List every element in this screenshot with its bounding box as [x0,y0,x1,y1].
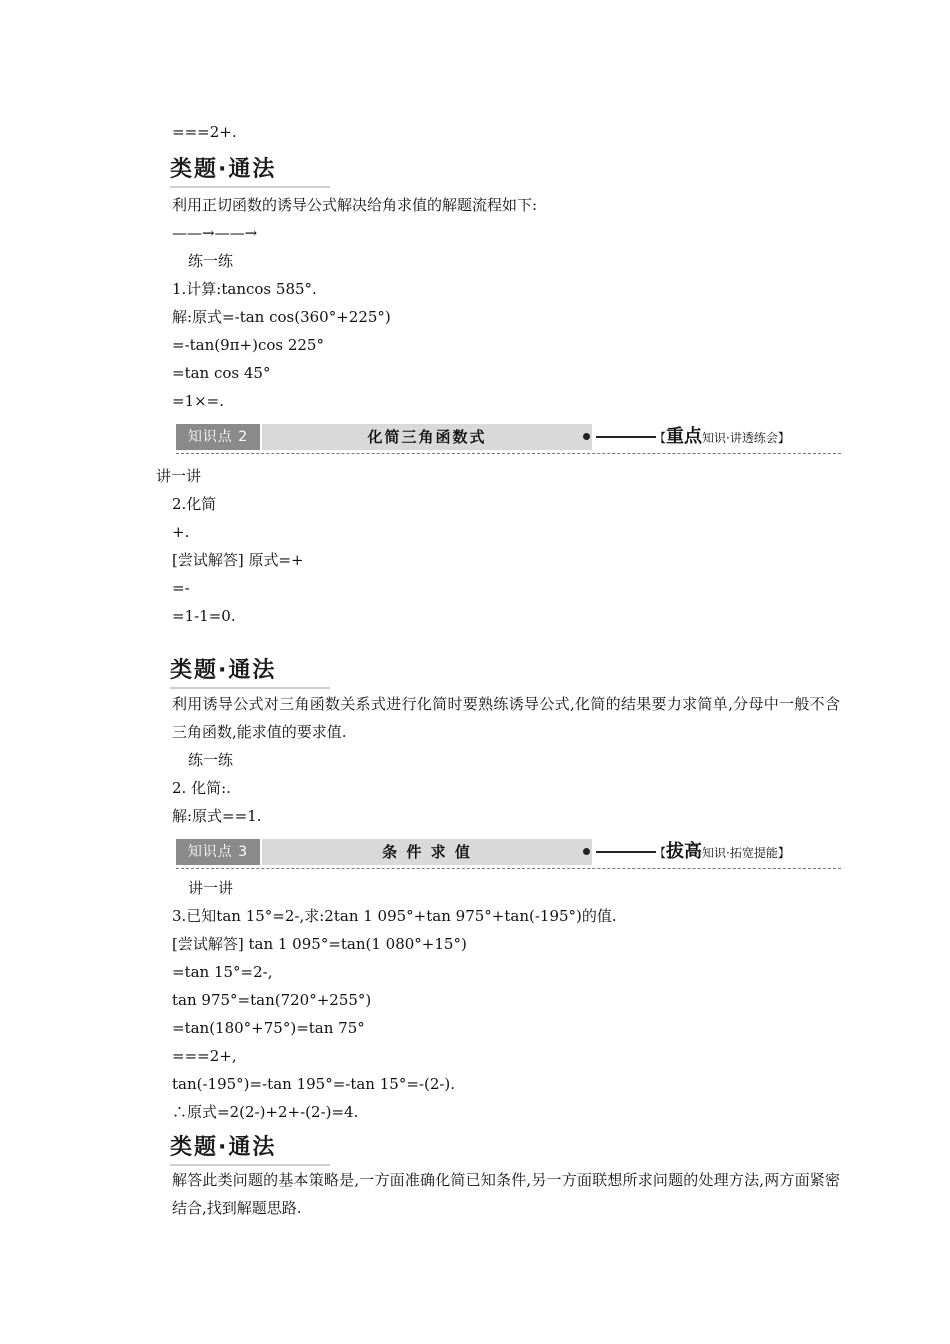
text-line: +. [172,523,190,541]
dashed-divider [176,453,841,454]
text-line: =tan 15°=2-, [172,963,273,981]
text-line: 2.化简 [172,495,217,513]
text-line: tan(-195°)=-tan 195°=-tan 15°=-(2-). [172,1075,456,1093]
lecture-heading: 讲一讲 [156,467,202,485]
text-line: =tan(180°+75°)=tan 75° [172,1019,365,1037]
practice-heading: 练一练 [188,252,234,270]
dashed-divider [176,868,841,869]
knowledge-tag: 【重点知识·讲透练会】 [654,426,790,447]
text-line: =1-1=0. [172,607,236,625]
text-line: 2. 化简:. [172,779,231,797]
banner-class-method: 类题·通法 [170,1130,330,1166]
knowledge-point-title: 条 件 求 值 [262,839,592,865]
text-line: =tan cos 45° [172,364,271,382]
text-line: 解:原式==1. [172,807,262,825]
dot-icon [583,433,590,440]
connector-line [596,436,656,438]
practice-heading: 练一练 [188,751,234,769]
knowledge-point-2-bar [176,424,841,454]
text-line: 1.计算:tancos 585°. [172,280,317,298]
text-line: 解:原式=-tan cos(360°+225°) [172,308,391,326]
method-paragraph: 利用诱导公式对三角函数关系式进行化简时要熟练诱导公式,化简的结果要力求简单,分母中一般不含三角函数,能求值的要求值. [172,695,840,741]
flow-arrows: ——→——→ [172,224,258,242]
text-line: ===2+, [172,1047,237,1065]
tag-big: 重点 [666,426,703,447]
lecture-heading: 讲一讲 [188,879,234,897]
text-line: [尝试解答] tan 1 095°=tan(1 080°+15°) [172,935,467,953]
text-line: 3.已知tan 15°=2-,求:2tan 1 095°+tan 975°+tan(-195°)的值. [172,907,617,925]
text-line: ∴原式=2(2-)+2+-(2-)=4. [172,1103,359,1121]
tag-small: 知识·讲透练会 [702,431,778,445]
knowledge-tag: 【拔高知识·拓宽提能】 [654,841,790,862]
dot-icon [583,848,590,855]
text-line: =-tan(9π+)cos 225° [172,336,324,354]
method-paragraph: 解答此类问题的基本策略是,一方面准确化简已知条件,另一方面联想所求问题的处理方法,两方面紧密结合,找到解题思路. [172,1171,840,1217]
knowledge-point-title: 化简三角函数式 [262,424,592,450]
banner-class-method: 类题·通法 [170,152,330,188]
text-line: =- [172,579,190,597]
text-line: ===2+. [172,123,237,141]
knowledge-point-3-bar [176,839,841,869]
text-line: 利用正切函数的诱导公式解决给角求值的解题流程如下: [172,196,538,214]
text-line: =1×=. [172,392,225,410]
banner-class-method: 类题·通法 [170,653,330,689]
tag-big: 拔高 [666,841,703,862]
text-line: [尝试解答] 原式=+ [172,551,304,569]
knowledge-point-label: 知识点 3 [176,839,260,865]
knowledge-point-label: 知识点 2 [176,424,260,450]
tag-small: 知识·拓宽提能 [702,846,778,860]
text-line: tan 975°=tan(720°+255°) [172,991,372,1009]
connector-line [596,851,656,853]
